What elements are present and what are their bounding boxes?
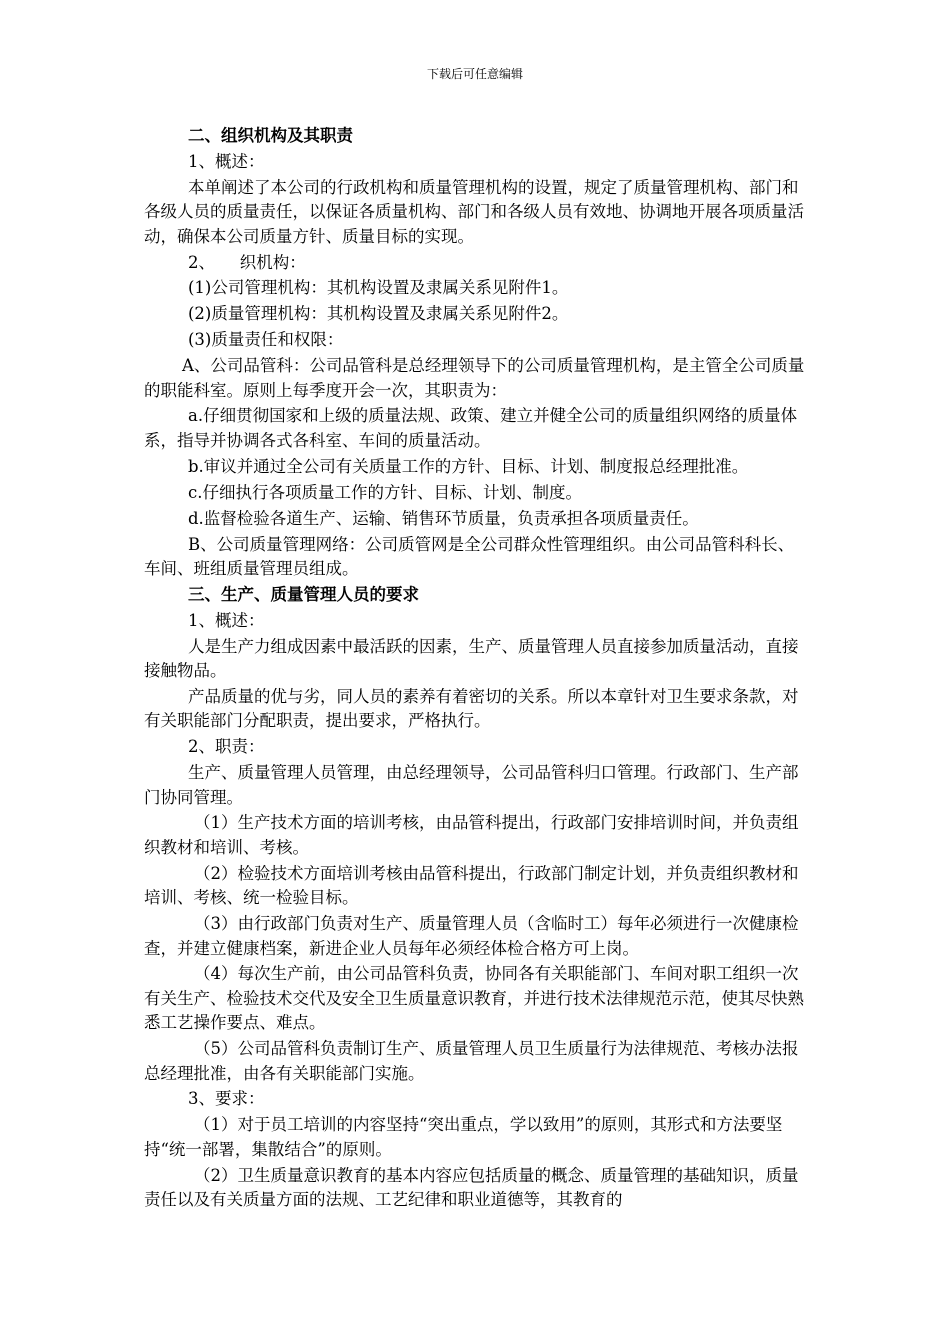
paragraph: (3)质量责任和权限： [188,330,344,350]
paragraph: （4）每次生产前，由公司品管科负责，协同各有关职能部门、车间对职工组织一次有关生产、检验技术交代及安全卫生质量意识教育，并进行技术法律规范示范，使其尽快熟悉工艺操作要点、难点。 [144,964,804,1033]
section-heading: 二、组织机构及其职责 [188,126,353,145]
paragraph: （1）对于员工培训的内容坚持“突出重点，学以致用”的原则，其形式和方法要坚持“统一部署，集散结合”的原则。 [144,1115,783,1159]
paragraph: 生产、质量管理人员管理，由总经理领导，公司品管科归口管理。行政部门、生产部门协同管理。 [144,763,799,807]
section-heading: 三、生产、质量管理人员的要求 [188,584,419,604]
paragraph: （1）生产技术方面的培训考核，由品管科提出，行政部门安排培训时间，并负责组织教材和培训、考核。 [144,813,799,857]
paragraph: B、公司质量管理网络：公司质管网是全公司群众性管理组织。由公司品管科科长、车间、班组质量管理员组成。 [144,534,795,578]
paragraph: 本单阐述了本公司的行政机构和质量管理机构的设置，规定了质量管理机构、部门和各级人员的质量责任，以保证各质量机构、部门和各级人员有效地、协调地开展各项质量活动，确保本公司质量方针、质量目标的实现。 [144,177,804,246]
paragraph: 1、概述： [188,610,265,630]
paragraph: d.监督检验各道生产、运输、销售环节质量，负责承担各项质量责任。 [188,508,699,528]
document-body [144,124,806,1212]
paragraph: (1)公司管理机构：其机构设置及隶属关系见附件1。 [188,278,569,298]
paragraph: (2)质量管理机构：其机构设置及隶属关系见附件2。 [188,304,569,324]
paragraph: 产品质量的优与劣，同人员的素养有着密切的关系。所以本章针对卫生要求条款，对有关职能部门分配职责，提出要求，严格执行。 [144,686,799,731]
paragraph: （5）公司品管科负责制订生产、质量管理人员卫生质量行为法律规范、考核办法报总经理批准，由各有关职能部门实施。 [144,1039,799,1083]
paragraph: （2）检验技术方面培训考核由品管科提出，行政部门制定计划，并负责组织教材和培训、考核、统一检验目标。 [144,863,799,908]
paragraph: c.仔细执行各项质量工作的方针、目标、计划、制度。 [188,482,582,502]
page-header: 下载后可任意编辑 [426,67,523,81]
paragraph: 2、 织机构： [188,252,306,272]
paragraph: 2、职责： [188,737,265,757]
paragraph: A、公司品管科：公司品管科是总经理领导下的公司质量管理机构，是主管全公司质量的职能科室。原则上每季度开会一次，其职责为： [144,356,805,400]
paragraph: 人是生产力组成因素中最活跃的因素，生产、质量管理人员直接参加质量活动，直接接触物品。 [144,636,799,681]
paragraph: 3、要求： [188,1089,265,1109]
paragraph: b.审议并通过全公司有关质量工作的方针、目标、计划、制度报总经理批准。 [188,456,749,476]
paragraph: a.仔细贯彻国家和上级的质量法规、政策、建立并健全公司的质量组织网络的质量体系，指导并协调各式各科室、车间的质量活动。 [144,406,798,450]
paragraph: 1、概述： [188,151,265,171]
paragraph: （3）由行政部门负责对生产、质量管理人员（含临时工）每年必须进行一次健康检查，并建立健康档案，新进企业人员每年必须经体检合格方可上岗。 [144,914,799,958]
paragraph: （2）卫生质量意识教育的基本内容应包括质量的概念、质量管理的基础知识，质量责任以及有关质量方面的法规、工艺纪律和职业道德等，其教育的 [144,1165,799,1210]
